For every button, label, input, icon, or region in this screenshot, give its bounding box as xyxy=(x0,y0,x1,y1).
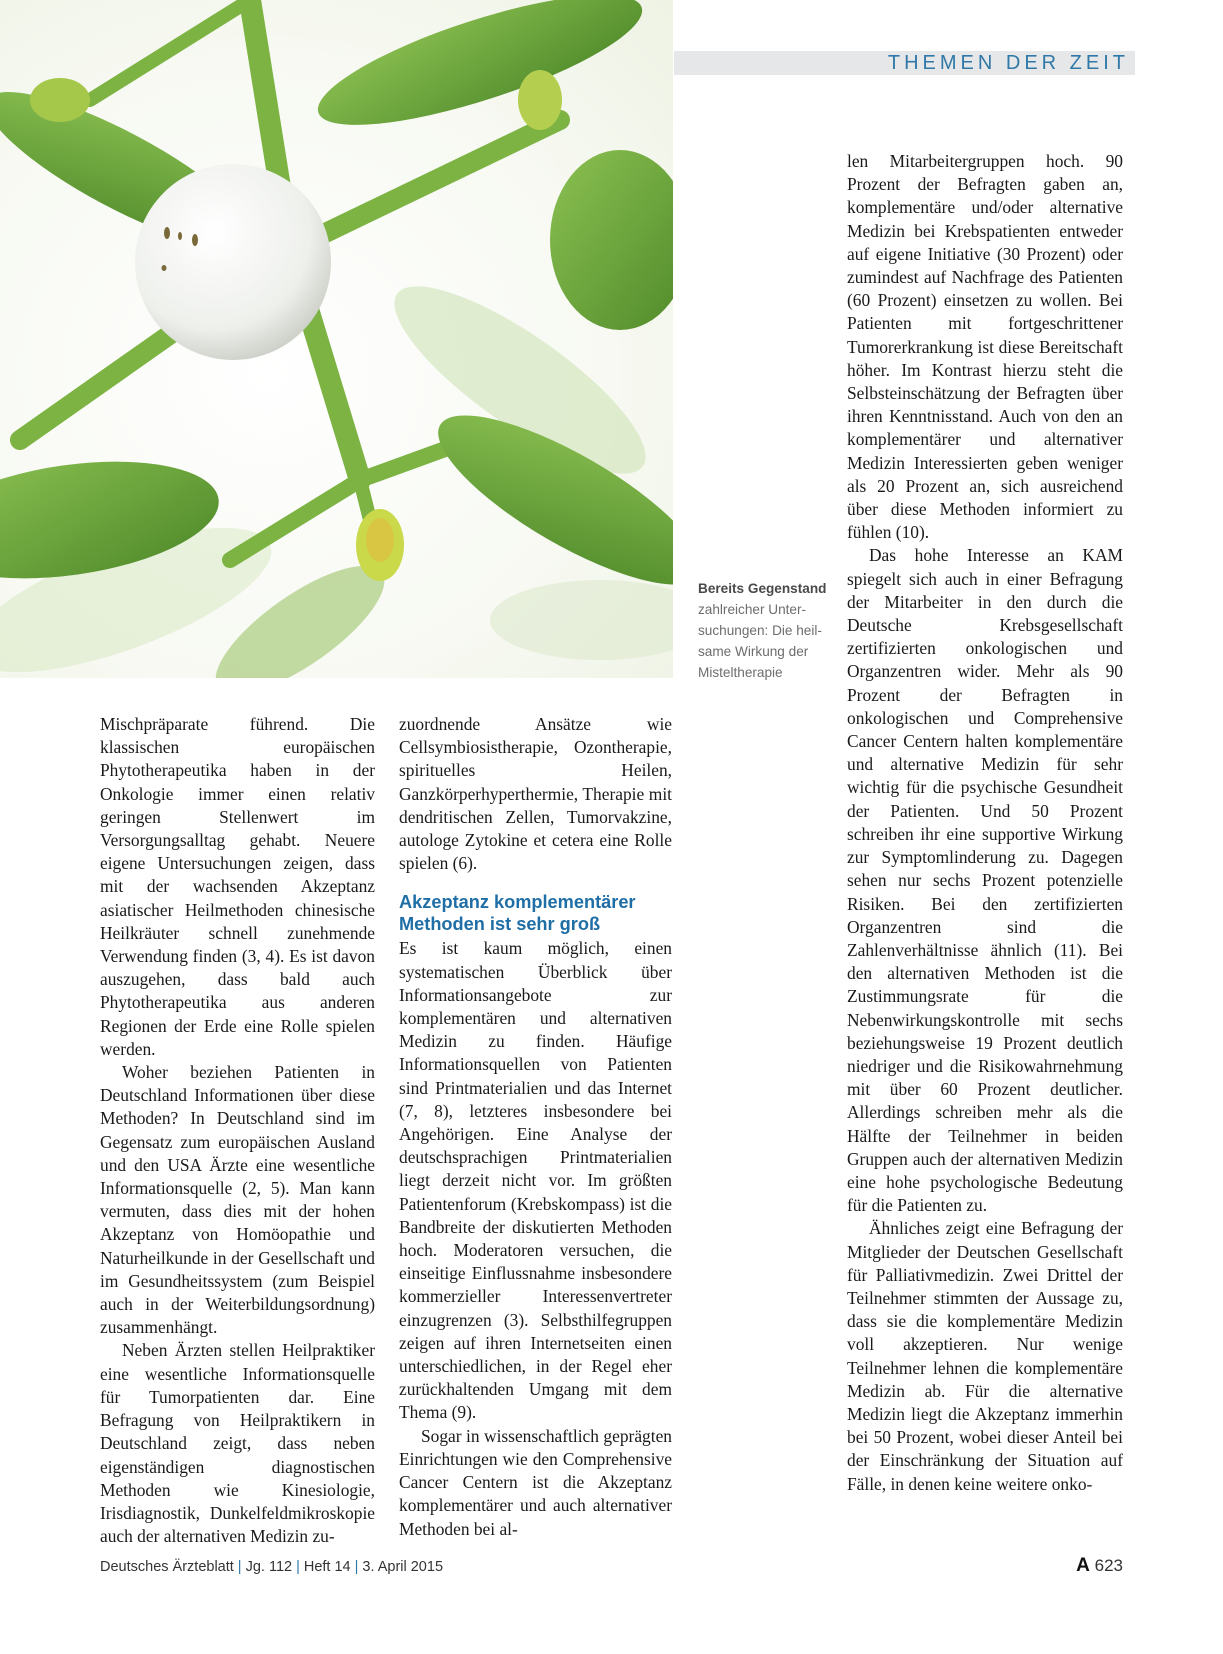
paragraph: Ähnliches zeigt eine Befragung der Mitglieder der Deutschen Gesellschaft für Palliativmedizin. Zwei Drittel der Teilnehmer stimmten der Aussage zu, dass sie die komplementäre Medizin voll akzeptieren. Nur wenige Teilnehmer lehnen die komplementäre Medizin ab. Für die alternative Medizin liegt die Akzeptanz immerhin bei 50 Prozent, wobei dieser Anteil bei der Einschränkung der Situation auf Fälle, in denen keine weitere onko- xyxy=(847,1218,1123,1494)
paragraph: Das hohe Interesse an KAM spiegelt sich auch in einer Befragung der Mitarbeiter in den durch die Deutsche Krebsgesellschaft zertifizierten onkologischen und Organzentren wider. Mehr als 90 Prozent der Befragten in onkologischen und Comprehensive Cancer Centern halten komplementäre und alternative Medizin für sehr wichtig für die psychische Gesundheit der Patienten. Und 50 Prozent schreiben ihr eine supportive Wirkung zur Symptomlinderung zu. Dagegen sehen nur sechs Prozent potenzielle Risiken. Bei den zertifizierten Organzentren sind die Zahlenverhältnisse ähnlich (11). Bei den alternativen Methoden ist die Zustimmungsrate für die Nebenwirkungskontrolle mit sechs beziehungsweise 19 Prozent deutlich niedriger und die Risikowahrnehmung mit über 60 Prozent deutlicher. Allerdings schreiben mehr als die Hälfte der Teilnehmer in beiden Gruppen auch der alternativen Medizin eine hohe psychologische Bedeutung für die Patienten zu. xyxy=(847,545,1123,1216)
paragraph: Sogar in wissenschaftlich geprägten Einrichtungen wie den Comprehensive Cancer Centern ist die Akzeptanz komplementärer und auch alternativer Methoden bei al- xyxy=(399,1425,672,1539)
section-subheading: Akzeptanz komplementärer Methoden ist sehr groß xyxy=(399,892,636,935)
paragraph: Es ist kaum möglich, einen systematischen Überblick über Informationsangebote zur komplementären und alternativen Medizin zu finden. Häufige Informationsquellen von Patienten sind Printmaterialien und das Internet (7, 8), letzteres insbesondere bei Angehörigen. Eine Analyse der deutschsprachigen Printmaterialien liegt derzeit nicht vor. Im größten Patientenforum (Krebskompass) ist die Bandbreite der diskutierten Methoden hoch. Moderatoren versuchen, die einseitige Einflussnahme insbesondere kommerzieller Interessenvertreter einzugrenzen (3). Selbsthilfegruppen zeigen auf ihren Internetseiten einen unterschiedlichen, in der Regel eher zurückhaltenden Umgang mit dem Thema (9). xyxy=(399,938,672,1423)
footer-separator: | xyxy=(237,1559,242,1575)
caption-line: suchungen: Die heil- xyxy=(698,623,822,638)
caption-line: zahlreicher Unter- xyxy=(698,602,807,617)
page-number xyxy=(1076,1555,1123,1577)
footer-separator: | xyxy=(296,1559,300,1575)
photo-caption xyxy=(698,578,834,683)
footer-citation xyxy=(100,1559,443,1575)
page-number-value: 623 xyxy=(1094,1556,1123,1575)
journal-issue: Heft 14 xyxy=(303,1559,351,1575)
paragraph: Woher beziehen Patienten in Deutschland Informationen über diese Methoden? In Deutschland sind im Gegensatz zum europäischen Ausland und den USA Ärzte eine wesentliche Informationsquelle (2, 5). Man kann vermuten, dass dies mit der hohen Akzeptanz von Homöopathie und Naturheilkunde in der Gesellschaft und im Gesundheitssystem (zum Beispiel auch in der Weiterbildungsordnung) zusammenhängt. xyxy=(100,1062,375,1338)
caption-line: same Wirkung der xyxy=(698,644,809,659)
journal-date: 3. April 2015 xyxy=(362,1559,444,1575)
footer-separator: | xyxy=(354,1559,359,1575)
article-column-3 xyxy=(847,150,1123,1496)
journal-volume: Jg. 112 xyxy=(245,1559,293,1575)
section-label: THEMEN DER ZEIT xyxy=(887,52,1129,74)
caption-lead: Bereits Gegenstand xyxy=(698,581,827,596)
page-footer xyxy=(100,1555,1123,1581)
paragraph: Neben Ärzten stellen Heilpraktiker eine wesentliche Informationsquelle für Tumorpatienten dar. Eine Befragung von Heilpraktikern in Deutschland zeigt, dass neben eigenständigen diagnostischen Methoden wie Kinesiologie, Irisdiagnostik, Dunkelfeldmikroskopie auch der alternativen Medizin zu- xyxy=(100,1340,375,1547)
page-prefix: A xyxy=(1076,1555,1090,1576)
mistletoe-illustration xyxy=(0,0,673,678)
paragraph: len Mitarbeitergruppen hoch. 90 Prozent der Befragten gaben an, komplementäre und/oder alternative Medizin bei Krebspatienten entweder auf eigene Initiative (30 Prozent) oder zumindest auf Nachfrage des Patienten (60 Prozent) einsetzen zu wollen. Bei Patienten mit fortgeschrittener Tumorerkrankung ist diese Bereitschaft höher. Im Kontrast hierzu steht die Selbsteinschätzung der Befragten über ihren Kenntnisstand. Auch von den an komplementärer und alternativer Medizin Interessierten geben weniger als 20 Prozent an, sich ausreichend über diese Methoden informiert zu fühlen (10). xyxy=(847,151,1123,543)
mistletoe-photo xyxy=(0,0,673,678)
article-column-1 xyxy=(100,713,375,1548)
journal-name: Deutsches Ärzteblatt xyxy=(100,1559,234,1575)
caption-line: Misteltherapie xyxy=(698,665,783,680)
paragraph: zuordnende Ansätze wie Cellsymbiosistherapie, Ozontherapie, spirituelles Heilen, Ganzkörperhyperthermie, Therapie mit dendritischen Zellen, Tumorvakzine, autologe Zytokine et cetera eine Rolle spielen (6). xyxy=(399,714,672,874)
article-column-2 xyxy=(399,713,672,1541)
paragraph: Mischpräparate führend. Die klassischen europäischen Phytotherapeutika haben in der Onkologie immer einen relativ geringen Stellenwert im Versorgungsalltag gehabt. Neuere eigene Untersuchungen zeigen, dass mit der wachsenden Akzeptanz asiatischer Heilmethoden chinesische Heilkräuter schnell zunehmende Verwendung finden (3, 4). Es ist davon auszugehen, dass bald auch Phytotherapeutika aus anderen Regionen der Erde eine Rolle spielen werden. xyxy=(100,714,375,1059)
